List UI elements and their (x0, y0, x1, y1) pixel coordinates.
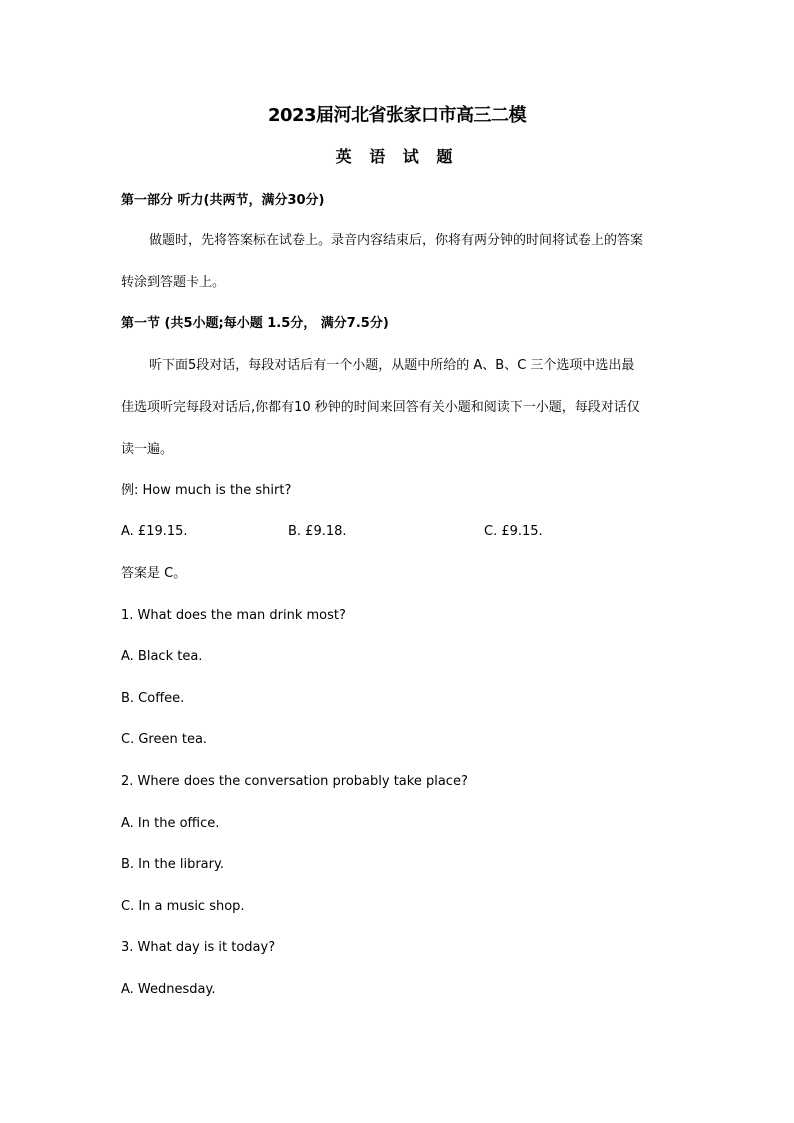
example-question: 例: How much is the shirt? (121, 483, 292, 498)
section1-instruction-line2: 佳选项听完每段对话后,你都有10 秒钟的时间来回答有关小题和阅读下一小题，每段对话仅 (121, 400, 640, 415)
question-2-option-b: B. In the library. (121, 857, 224, 872)
question-3-stem: 3. What day is it today? (121, 940, 276, 955)
example-option-b: B. £9.18. (288, 524, 347, 539)
example-option-a: A. £19.15. (121, 524, 188, 539)
question-1-option-a: A. Black tea. (121, 649, 203, 664)
part1-instruction-line2: 转涂到答题卡上。 (121, 275, 226, 290)
question-3-option-a: A. Wednesday. (121, 982, 216, 997)
example-option-c: C. £9.15. (484, 524, 543, 539)
question-2-option-a: A. In the office. (121, 816, 220, 831)
part1-instruction-line1: 做题时，先将答案标在试卷上。录音内容结束后，你将有两分钟的时间将试卷上的答案 (149, 233, 644, 248)
question-1-option-b: B. Coffee. (121, 691, 185, 706)
section1-instruction-line3: 读一遍。 (121, 442, 174, 457)
exam-subtitle: 英 语 试 题 (335, 147, 459, 166)
question-2-option-c: C. In a music shop. (121, 899, 245, 914)
question-1-stem: 1. What does the man drink most? (121, 608, 346, 623)
question-2-stem: 2. Where does the conversation probably take place? (121, 774, 468, 789)
example-answer: 答案是 C。 (121, 566, 187, 581)
section1-heading: 第一节 (共5小题;每小题 1.5分， 满分7.5分) (121, 316, 389, 331)
exam-title: 2023届河北省张家口市高三二模 (267, 105, 527, 126)
part1-heading: 第一部分 听力(共两节，满分30分) (121, 193, 325, 208)
section1-instruction-line1: 听下面5段对话，每段对话后有一个小题，从题中所给的 A、B、C 三个选项中选出最 (149, 358, 635, 373)
question-1-option-c: C. Green tea. (121, 732, 208, 747)
